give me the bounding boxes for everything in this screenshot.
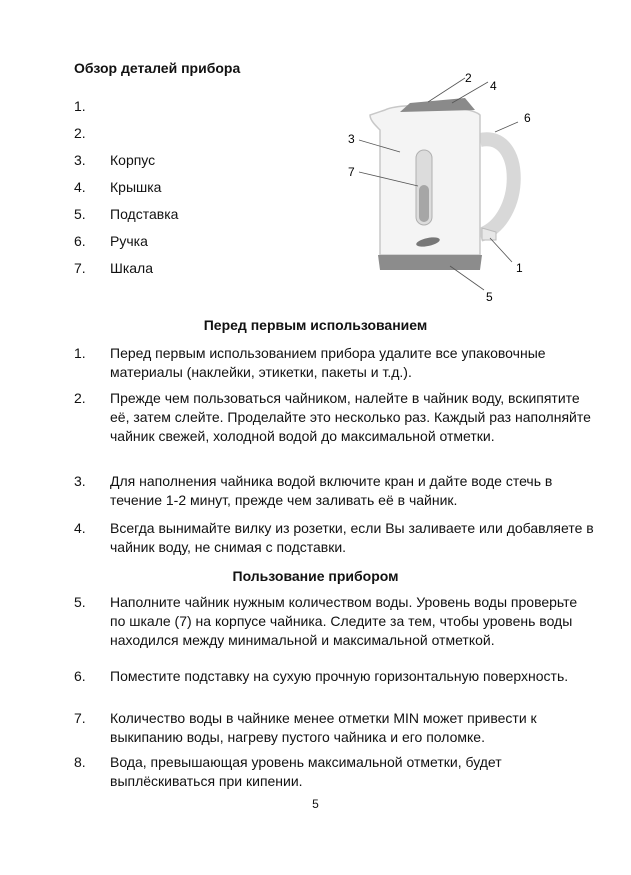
kettle-diagram bbox=[340, 70, 550, 310]
water-level bbox=[419, 185, 429, 222]
item-number: 2. bbox=[74, 390, 86, 406]
item-number: 6. bbox=[74, 233, 86, 249]
item-text: Всегда вынимайте вилку из розетки, если Вы заливаете или добавляете в чайник воду, не снимая с подставки. bbox=[110, 520, 594, 555]
item-number: 3. bbox=[74, 152, 86, 168]
kettle-lid bbox=[400, 98, 475, 112]
callout-4: 4 bbox=[490, 79, 497, 93]
parts-list-item bbox=[74, 233, 274, 253]
section-title-usage: Пользование прибором bbox=[232, 568, 399, 584]
item-text: Прежде чем пользоваться чайником, налейте в чайник воду, вскипятите её, затем слейте. Проделайте это несколько раз. Каждый раз наполняйте чайник свежей, холодной водой до максимальной отметки. bbox=[110, 390, 591, 444]
callout-5: 5 bbox=[486, 290, 493, 304]
parts-list-item bbox=[74, 152, 274, 172]
item-text: Наполните чайник нужным количеством воды. Уровень воды проверьте по шкале (7) на корпусе чайника. Следите за тем, чтобы уровень воды находился между минимальной и максимальной отметкой. bbox=[110, 594, 578, 648]
section-title-overview: Обзор деталей прибора bbox=[74, 60, 241, 76]
item-text: Для наполнения чайника водой включите кран и дайте воде стечь в течение 1-2 минут, прежде чем заливать её в чайник. bbox=[110, 473, 553, 508]
section-title-before-use: Перед первым использованием bbox=[203, 317, 428, 333]
item-label: Подставка bbox=[110, 206, 179, 222]
item-text: Перед первым использованием прибора удалите все упаковочные материалы (наклейки, этикетки, пакеты и т.д.). bbox=[110, 345, 546, 380]
callout-3: 3 bbox=[348, 132, 355, 146]
parts-list-item bbox=[74, 260, 274, 280]
item-number: 6. bbox=[74, 668, 86, 684]
item-text: Количество воды в чайнике менее отметки MIN может привести к выкипанию воды, нагреву пустого чайника и его поломке. bbox=[110, 710, 537, 745]
item-number: 7. bbox=[74, 710, 86, 726]
callout-2: 2 bbox=[465, 71, 472, 85]
parts-list-item bbox=[74, 98, 274, 118]
item-number: 2. bbox=[74, 125, 86, 141]
item-number: 1. bbox=[74, 98, 86, 114]
item-number: 5. bbox=[74, 594, 86, 610]
item-label: Шкала bbox=[110, 260, 154, 276]
callout-7: 7 bbox=[348, 165, 355, 179]
page-number: 5 bbox=[312, 797, 319, 811]
item-number: 1. bbox=[74, 345, 86, 361]
item-label: Корпус bbox=[110, 152, 156, 168]
item-number: 7. bbox=[74, 260, 86, 276]
item-number: 4. bbox=[74, 179, 86, 195]
item-label: Ручка bbox=[110, 233, 148, 249]
callout-1: 1 bbox=[516, 261, 523, 275]
item-number: 8. bbox=[74, 754, 86, 770]
item-number: 3. bbox=[74, 473, 86, 489]
item-text: Вода, превышающая уровень максимальной отметки, будет выплёскиваться при кипении. bbox=[110, 754, 502, 789]
item-label: Крышка bbox=[110, 179, 162, 195]
item-text: Поместите подставку на сухую прочную горизонтальную поверхность. bbox=[110, 668, 569, 684]
item-number: 4. bbox=[74, 520, 86, 536]
parts-list-item bbox=[74, 179, 274, 199]
item-number: 5. bbox=[74, 206, 86, 222]
kettle-handle bbox=[480, 139, 514, 235]
parts-list-item bbox=[74, 206, 274, 226]
callout-6: 6 bbox=[524, 111, 531, 125]
parts-list-item bbox=[74, 125, 274, 145]
kettle-base bbox=[378, 255, 482, 270]
